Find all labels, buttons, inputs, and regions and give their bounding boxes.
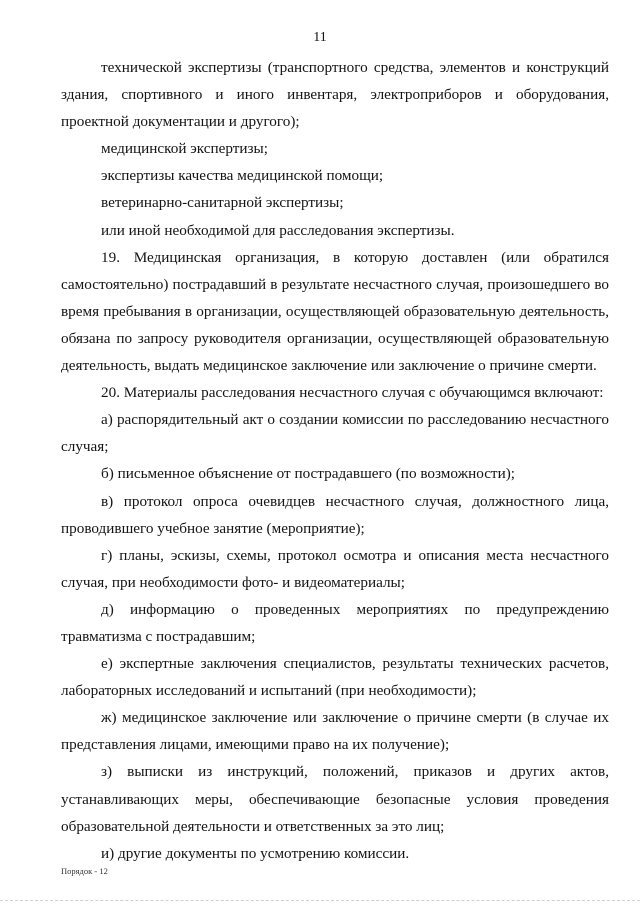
page-number: 11: [313, 30, 327, 45]
list-item-a: а) распорядительный акт о создании комиссии по расследованию несчастного случая;: [61, 411, 609, 456]
list-item-z: з) выписки из инструкций, положений, приказов и других актов, устанавливающих меры, обеспечивающие безопасные условия проведения образовательной деятельности и ответственных за это лиц;: [61, 763, 609, 835]
list-item-i: и) другие документы по усмотрению комиссии.: [101, 844, 410, 862]
list-item-e: е) экспертные заключения специалистов, результаты технических расчетов, лабораторных исследований и испытаний (при необходимости);: [61, 655, 609, 700]
document-body: [61, 54, 609, 867]
paragraph-technical-expertise: технической экспертизы (транспортного средства, элементов и конструкций здания, спортивного и иного инвентаря, электроприборов и оборудования, проектной документации и другого);: [61, 59, 609, 131]
page-bottom-edge: [0, 900, 640, 902]
paragraph-item-19: 19. Медицинская организация, в которую доставлен (или обратился самостоятельно) пострадавший в результате несчастного случая, произошедшего во время пребывания в организации, осуществляющей образовательную деятельность, обязана по запросу руководителя организации, осуществляющей образовательную деятельность, выдать медицинское заключение или заключение о причине смерти.: [61, 248, 609, 375]
paragraph-item-20: 20. Материалы расследования несчастного случая с обучающимся включают:: [101, 384, 604, 402]
list-item-v: в) протокол опроса очевидцев несчастного случая, должностного лица, проводившего учебное занятие (мероприятие);: [61, 492, 609, 537]
list-item-d: д) информацию о проведенных мероприятиях по предупреждению травматизма с пострадавшим;: [61, 600, 609, 645]
paragraph-other-expertise: или иной необходимой для расследования экспертизы.: [101, 221, 455, 239]
list-item-zh: ж) медицинское заключение или заключение о причине смерти (в случае их представления лицами, имеющими право на их получение);: [61, 709, 609, 754]
footer-label: Порядок - 12: [61, 866, 108, 876]
list-item-g: г) планы, эскизы, схемы, протокол осмотра и описания места несчастного случая, при необходимости фото- и видеоматериалы;: [61, 546, 609, 591]
paragraph-medical-expertise: медицинской экспертизы;: [101, 140, 268, 158]
paragraph-veterinary-expertise: ветеринарно-санитарной экспертизы;: [101, 194, 344, 212]
paragraph-care-quality-expertise: экспертизы качества медицинской помощи;: [101, 167, 384, 185]
list-item-b: б) письменное объяснение от пострадавшего (по возможности);: [101, 465, 515, 483]
